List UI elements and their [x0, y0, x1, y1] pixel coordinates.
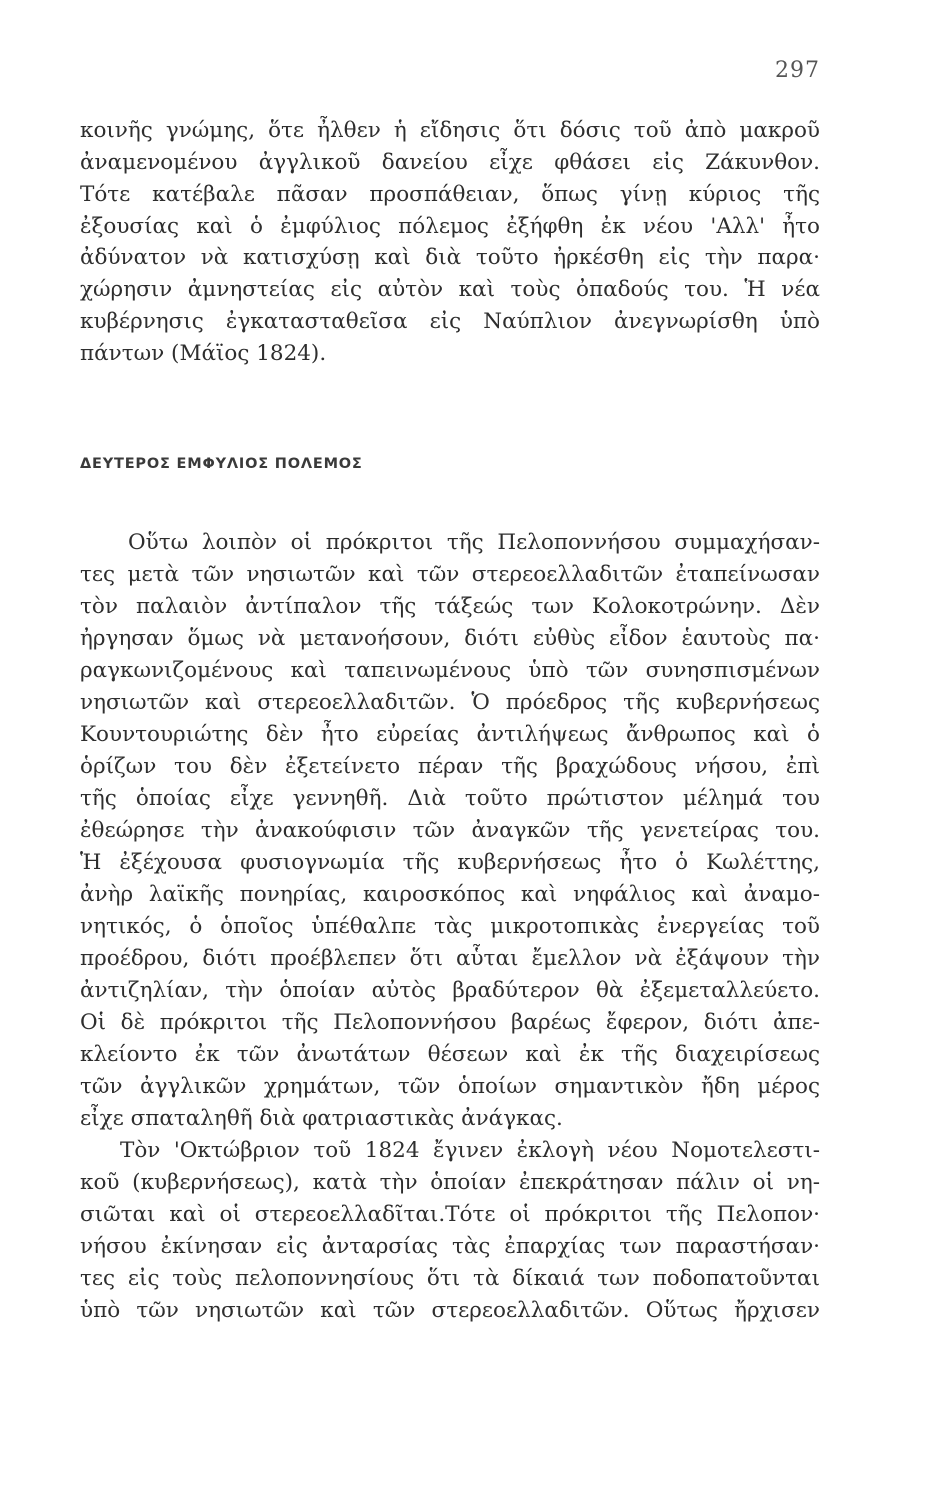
- text-line: κυβέρνησις ἐγκατασταθεῖσα εἰς Ναύπλιον ἀνεγνωρίσθη ὑπὸ: [80, 309, 820, 334]
- text-line: Τότε κατέβαλε πᾶσαν προσπάθειαν, ὅπως γίνῃ κύριος τῆς: [80, 182, 820, 207]
- text-line: τῶν ἀγγλικῶν χρημάτων, τῶν ὁποίων σημαντικὸν ἤδη μέρος: [80, 1074, 820, 1099]
- text-line: ραγκωνιζομένους καὶ ταπεινωμένους ὑπὸ τῶν συνησπισμένων: [80, 658, 820, 683]
- text-line: τὸν παλαιὸν ἀντίπαλον τῆς τάξεώς των Κολοκοτρώνην. Δὲν: [80, 594, 820, 619]
- text-line: Οὕτω λοιπὸν οἱ πρόκριτοι τῆς Πελοποννήσου συμμαχήσαν-: [128, 530, 820, 555]
- text-line: πάντων (Μάϊος 1824).: [80, 341, 327, 366]
- text-line: ἐθεώρησε τὴν ἀνακούφισιν τῶν ἀναγκῶν τῆς γενετείρας του.: [80, 818, 820, 843]
- text-line: κοινῆς γνώμης, ὅτε ἦλθεν ἡ εἴδησις ὅτι δόσις τοῦ ἀπὸ μακροῦ: [80, 118, 820, 143]
- text-line: εἶχε σπαταληθῆ διὰ φατριαστικὰς ἀνάγκας.: [80, 1106, 563, 1131]
- text-line: χώρησιν ἀμνηστείας εἰς αὐτὸν καὶ τοὺς ὀπαδούς του. Ἡ νέα: [80, 277, 820, 302]
- text-line: νητικός, ὁ ὁποῖος ὑπέθαλπε τὰς μικροτοπικὰς ἐνεργείας τοῦ: [80, 914, 820, 939]
- text-line: ἀνὴρ λαϊκῆς πονηρίας, καιροσκόπος καὶ νηφάλιος καὶ ἀναμο-: [80, 882, 820, 907]
- text-line: νησιωτῶν καὶ στερεοελλαδιτῶν. Ὁ πρόεδρος τῆς κυβερνήσεως: [80, 690, 820, 715]
- text-line: ἠργησαν ὅμως νὰ μετανοήσουν, διότι εὐθὺς εἶδον ἑαυτοὺς πα·: [80, 626, 820, 651]
- text-line: ὑπὸ τῶν νησιωτῶν καὶ τῶν στερεοελλαδιτῶν. Οὕτως ἤρχισεν: [80, 1298, 820, 1323]
- text-line: τες εἰς τοὺς πελοποννησίους ὅτι τὰ δίκαιά των ποδοπατοῦνται: [80, 1266, 820, 1291]
- text-line: προέδρου, διότι προέβλεπεν ὅτι αὗται ἔμελλον νὰ ἐξάψουν τὴν: [80, 946, 820, 971]
- text-line: ἀναμενομένου ἀγγλικοῦ δανείου εἶχε φθάσει εἰς Ζάκυνθον.: [80, 150, 820, 175]
- text-line: Τὸν 'Οκτώβριον τοῦ 1824 ἔγινεν ἐκλογὴ νέου Νομοτελεστι-: [120, 1138, 820, 1163]
- text-line: Οἱ δὲ πρόκριτοι τῆς Πελοποννήσου βαρέως ἔφερον, διότι ἀπε-: [80, 1010, 820, 1035]
- section-heading: ΔΕΥΤΕΡΟΣ ΕΜΦΥΛΙΟΣ ΠΟΛΕΜΟΣ: [80, 456, 363, 472]
- text-line: Κουντουριώτης δὲν ἦτο εὐρείας ἀντιλήψεως ἄνθρωπος καὶ ὁ: [80, 722, 820, 747]
- text-line: ἀντιζηλίαν, τὴν ὁποίαν αὐτὸς βραδύτερον θὰ ἐξεμεταλλεύετο.: [80, 978, 820, 1003]
- text-line: κοῦ (κυβερνήσεως), κατὰ τὴν ὁποίαν ἐπεκράτησαν πάλιν οἱ νη-: [80, 1170, 820, 1195]
- text-line: κλείοντο ἐκ τῶν ἀνωτάτων θέσεων καὶ ἐκ τῆς διαχειρίσεως: [80, 1042, 820, 1067]
- page-number: 297: [775, 58, 820, 83]
- text-line: Ἡ ἐξέχουσα φυσιογνωμία τῆς κυβερνήσεως ἦτο ὁ Κωλέττης,: [80, 850, 820, 875]
- text-line: νήσου ἐκίνησαν εἰς ἀνταρσίας τὰς ἐπαρχίας των παραστήσαν·: [80, 1234, 820, 1259]
- text-line: ὁρίζων του δὲν ἐξετείνετο πέραν τῆς βραχώδους νήσου, ἐπὶ: [80, 754, 820, 779]
- text-line: σιῶται καὶ οἱ στερεοελλαδῖται.Τότε οἱ πρόκριτοι τῆς Πελοπον·: [80, 1202, 820, 1227]
- text-line: ἐξουσίας καὶ ὁ ἐμφύλιος πόλεμος ἐξήφθη ἐκ νέου 'Αλλ' ἦτο: [80, 214, 820, 239]
- text-line: τες μετὰ τῶν νησιωτῶν καὶ τῶν στερεοελλαδιτῶν ἐταπείνωσαν: [80, 562, 820, 587]
- text-line: τῆς ὁποίας εἶχε γεννηθῆ. Διὰ τοῦτο πρώτιστον μέλημά του: [80, 786, 820, 811]
- text-line: ἀδύνατον νὰ κατισχύσῃ καὶ διὰ τοῦτο ἠρκέσθη εἰς τὴν παρα·: [80, 245, 820, 270]
